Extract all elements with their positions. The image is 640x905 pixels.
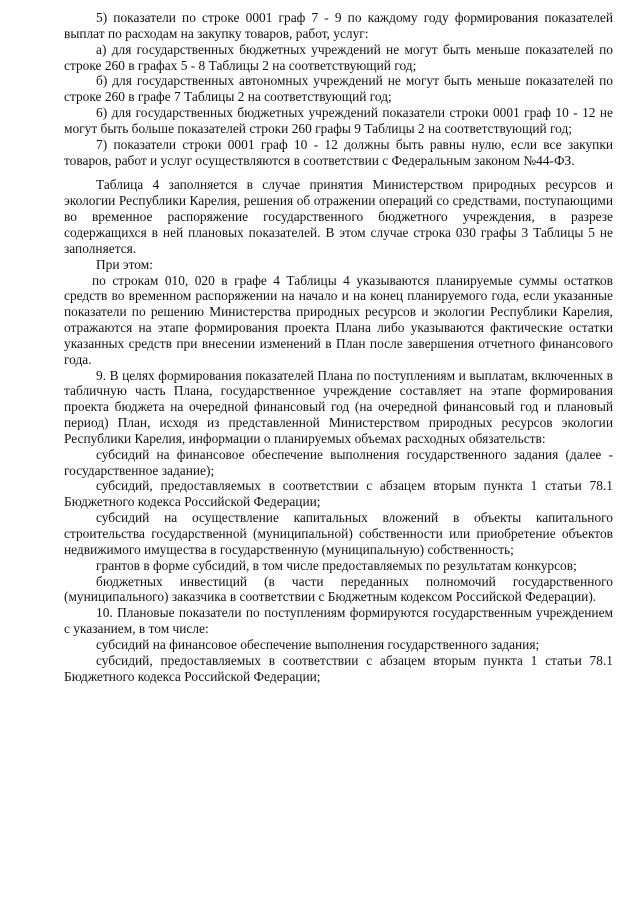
paragraph-item-6: 6) для государственных бюджетных учреждений показатели строки 0001 граф 10 - 12 не могут быть больше показателей строки 260 графы 9 Таблицы 2 на соответствующий год; [64,105,613,136]
paragraph-subsidy-78-1: субсидий, предоставляемых в соответствии с абзацем вторым пункта 1 статьи 78.1 Бюджетного кодекса Российской Федерации; [64,478,613,510]
paragraph-subsidy-78-1-2: субсидий, предоставляемых в соответствии с абзацем вторым пункта 1 статьи 78.1 Бюджетного кодекса Российской Федерации; [64,652,613,684]
paragraph-section-10: 10. Плановые показатели по поступлениям формируются государственным учреждением с указанием, в том числе: [64,605,613,637]
paragraph-grants: грантов в форме субсидий, в том числе предоставляемых по результатам конкурсов; [96,557,577,573]
paragraph-subsidy-state-task-2: субсидий на финансовое обеспечение выполнения государственного задания; [96,636,540,652]
paragraph-pri-etom: При этом: [96,256,153,272]
paragraph-subsidy-capital: субсидий на осуществление капитальных вложений в объекты капитального строительства государственной (муниципальной) собственности или приобретение объектов недвижимого имущества в государственную (муниципальную) собственность; [64,510,613,557]
paragraph-section-9: 9. В целях формирования показателей Плана по поступлениям и выплатам, включенных в табличную часть Плана, государственное учреждение составляет на этапе формирования проекта бюджета на очередной финансовый год (на очередной финансовый год и плановый период) План, исходя из представленной Министерством природных ресурсов экологии Республики Карелия, информации о планируемых объемах расходных обязательств: [64,367,613,446]
paragraph-item-5: 5) показатели по строке 0001 граф 7 - 9 по каждому году формирования показателей выплат по расходам на закупку товаров, работ, услуг: [64,10,613,41]
paragraph-item-5a: а) для государственных бюджетных учреждений не могут быть меньше показателей по строке 260 в графах 5 - 8 Таблицы 2 на соответствующий год; [64,41,613,73]
paragraph-item-7: 7) показатели строки 0001 граф 10 - 12 должны быть равны нулю, если все закупки товаров, работ и услуг осуществляются в соответствии с Федеральным законом №44-ФЗ. [64,136,613,168]
document-page [64,10,613,684]
paragraph-item-5b: б) для государственных автономных учреждений не могут быть меньше показателей по строке 260 в графе 7 Таблицы 2 на соответствующий год; [64,73,613,105]
paragraph-budget-investments: бюджетных инвестиций (в части переданных полномочий государственного (муниципального) заказчика в соответствии с Бюджетным кодексом Российской Федерации). [64,573,613,605]
paragraph-stroki-010-020: по строкам 010, 020 в графе 4 Таблицы 4 указываются планируемые суммы остатков средств во временном распоряжении на начало и на конец планируемого года, если указанные показатели по решению Министерства природных ресурсов и экологии Республики Карелия, отражаются на этапе формирования проекта Плана либо указываются фактические остатки указанных средств при внесении изменений в План после завершения отчетного финансового года. [64,272,613,367]
paragraph-subsidy-state-task: субсидий на финансовое обеспечение выполнения государственного задания (далее - государственное задание); [64,446,613,478]
paragraph-table-4: Таблица 4 заполняется в случае принятия Министерством природных ресурсов и экологии Республики Карелия, решения об отражении операций со средствами, поступающими во временное распоряжение государственного бюджетного учреждения, в разрезе содержащихся в ней плановых показателей. В этом случае строка 030 графы 3 Таблицы 5 не заполняется. [64,177,613,256]
